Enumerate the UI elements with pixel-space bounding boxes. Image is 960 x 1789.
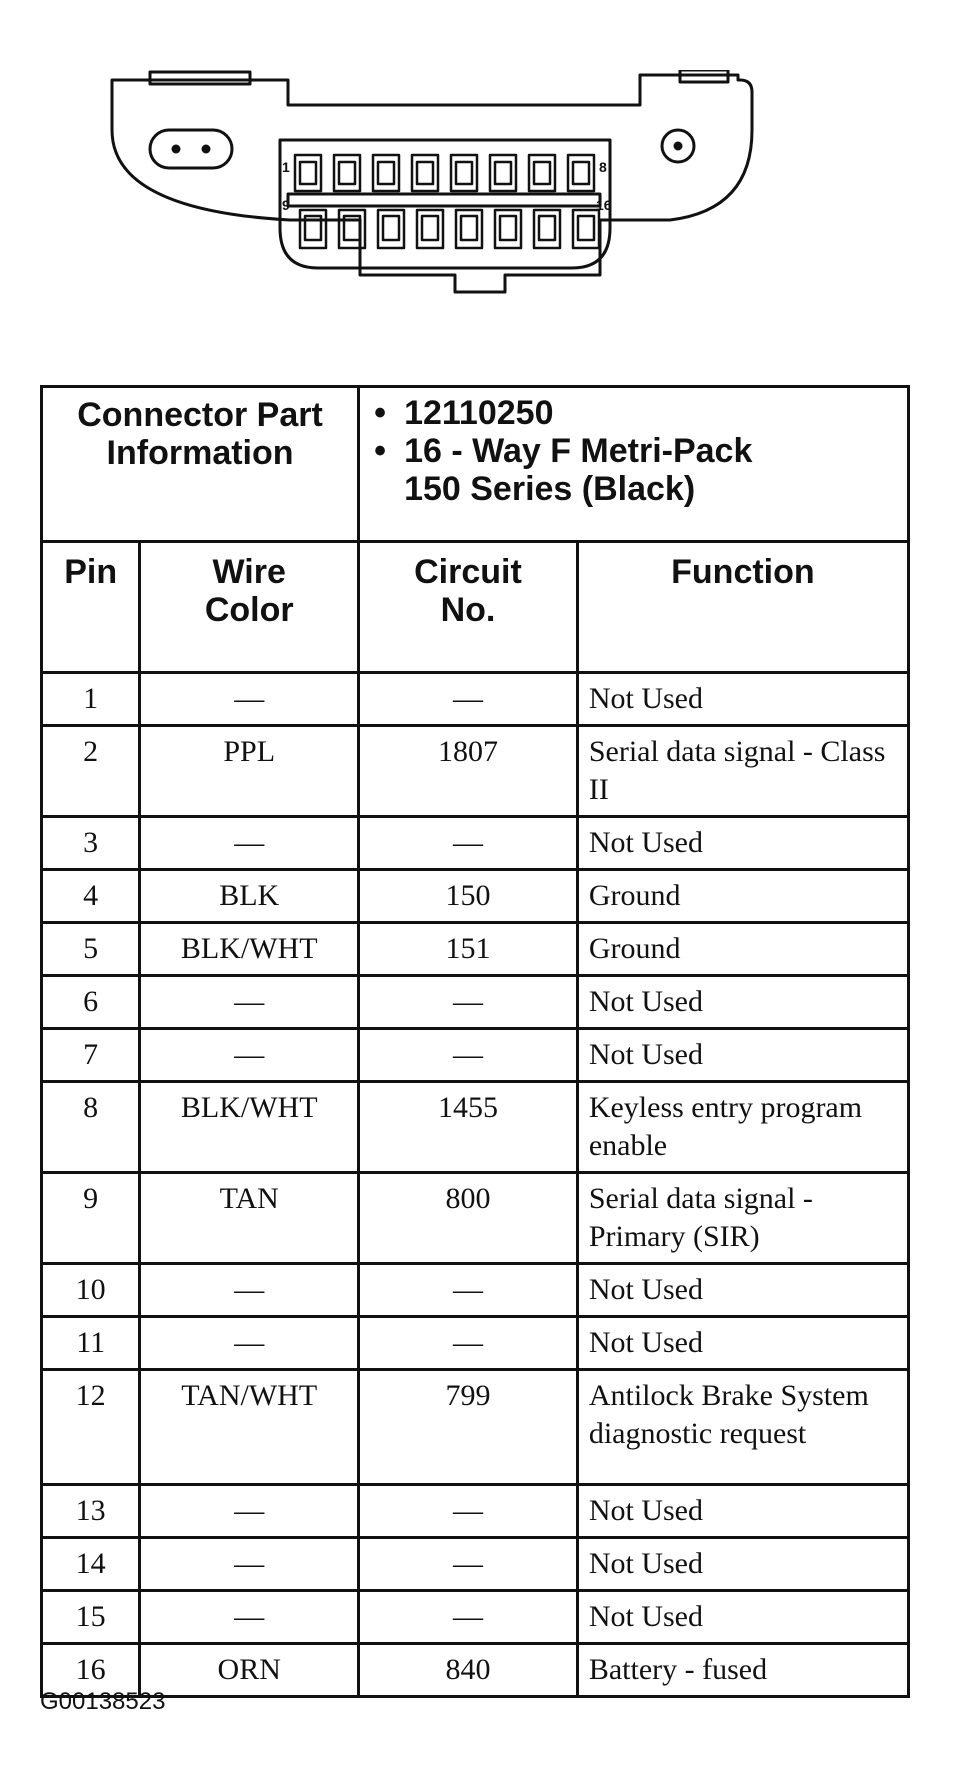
column-header-wire-label-2: Color bbox=[204, 591, 294, 629]
table-row bbox=[42, 1173, 909, 1264]
circuit-cell: 800 bbox=[359, 1173, 578, 1264]
table-row bbox=[42, 673, 909, 726]
pin-cell: 13 bbox=[42, 1485, 140, 1538]
wire-color-cell: — bbox=[140, 1538, 359, 1591]
pin-cell: 12 bbox=[42, 1370, 140, 1485]
pin-cell: 15 bbox=[42, 1591, 140, 1644]
pin-cell: 2 bbox=[42, 726, 140, 817]
pin-label-9: 9 bbox=[282, 197, 290, 213]
table-row bbox=[42, 1485, 909, 1538]
pin-cell: 14 bbox=[42, 1538, 140, 1591]
column-header-pin bbox=[42, 542, 140, 673]
wire-color-cell: — bbox=[140, 1264, 359, 1317]
obd-connector-diagram bbox=[110, 70, 850, 340]
table-row bbox=[42, 1082, 909, 1173]
table-row bbox=[42, 817, 909, 870]
bottom-terminal-row bbox=[300, 210, 599, 248]
left-top-tab bbox=[150, 72, 250, 84]
part-info-label bbox=[42, 387, 359, 542]
circuit-cell: — bbox=[359, 1538, 578, 1591]
pin-cell: 1 bbox=[42, 673, 140, 726]
function-cell: Ground bbox=[577, 923, 908, 976]
wire-color-cell: — bbox=[140, 1485, 359, 1538]
wire-color-cell: — bbox=[140, 976, 359, 1029]
circuit-cell: — bbox=[359, 1591, 578, 1644]
column-header-wire-color bbox=[140, 542, 359, 673]
part-info-label-line2: Information bbox=[106, 434, 294, 472]
pin-cell: 9 bbox=[42, 1173, 140, 1264]
function-cell: Not Used bbox=[577, 1029, 908, 1082]
wire-color-cell: — bbox=[140, 673, 359, 726]
center-key-bar bbox=[288, 194, 600, 206]
function-cell: Serial data signal - Class II bbox=[577, 726, 908, 817]
circuit-cell: — bbox=[359, 1029, 578, 1082]
wire-color-cell: — bbox=[140, 1029, 359, 1082]
pin-cell: 10 bbox=[42, 1264, 140, 1317]
column-header-function-label: Function bbox=[671, 553, 815, 591]
figure-id: G00138523 bbox=[40, 1688, 166, 1715]
wire-color-cell: ORN bbox=[140, 1644, 359, 1697]
wire-color-cell: TAN/WHT bbox=[140, 1370, 359, 1485]
circuit-cell: — bbox=[359, 1485, 578, 1538]
table-row bbox=[42, 1591, 909, 1644]
circuit-cell: 1455 bbox=[359, 1082, 578, 1173]
table-row bbox=[42, 1644, 909, 1697]
circuit-cell: 150 bbox=[359, 870, 578, 923]
pin-label-16: 16 bbox=[596, 197, 612, 213]
part-description-line1: • 16 - Way F Metri-Pack bbox=[404, 432, 907, 470]
function-cell: Not Used bbox=[577, 1485, 908, 1538]
wire-color-cell: — bbox=[140, 1317, 359, 1370]
function-cell: Ground bbox=[577, 870, 908, 923]
function-cell: Not Used bbox=[577, 673, 908, 726]
pin-label-8: 8 bbox=[599, 159, 607, 175]
wire-color-cell: PPL bbox=[140, 726, 359, 817]
table-row bbox=[42, 726, 909, 817]
function-cell: Not Used bbox=[577, 1264, 908, 1317]
circuit-cell: 1807 bbox=[359, 726, 578, 817]
pin-cell: 7 bbox=[42, 1029, 140, 1082]
circuit-cell: — bbox=[359, 976, 578, 1029]
left-mounting-slot bbox=[150, 130, 232, 168]
circuit-cell: 840 bbox=[359, 1644, 578, 1697]
part-info-label-line1: Connector Part bbox=[77, 396, 323, 434]
column-header-function bbox=[577, 542, 908, 673]
column-header-wire-label-1: Wire bbox=[212, 553, 286, 591]
part-description-line2: 150 Series (Black) bbox=[404, 470, 696, 508]
table-row bbox=[42, 1370, 909, 1485]
pin-cell: 4 bbox=[42, 870, 140, 923]
function-cell: Serial data signal - Primary (SIR) bbox=[577, 1173, 908, 1264]
function-cell: Antilock Brake System diagnostic request bbox=[577, 1370, 908, 1485]
table-row bbox=[42, 1538, 909, 1591]
column-header-row bbox=[42, 542, 909, 673]
circuit-cell: 151 bbox=[359, 923, 578, 976]
table-row bbox=[42, 1264, 909, 1317]
function-cell: Battery - fused bbox=[577, 1644, 908, 1697]
pin-cell: 8 bbox=[42, 1082, 140, 1173]
column-header-pin-label: Pin bbox=[64, 553, 118, 591]
wire-color-cell: BLK/WHT bbox=[140, 923, 359, 976]
wire-color-cell: BLK bbox=[140, 870, 359, 923]
function-cell: Not Used bbox=[577, 1538, 908, 1591]
function-cell: Not Used bbox=[577, 976, 908, 1029]
function-cell: Not Used bbox=[577, 1317, 908, 1370]
function-cell: Keyless entry program enable bbox=[577, 1082, 908, 1173]
column-header-circuit-label-1: Circuit bbox=[414, 553, 522, 591]
wire-color-cell: BLK/WHT bbox=[140, 1082, 359, 1173]
pin-cell: 6 bbox=[42, 976, 140, 1029]
table-row bbox=[42, 923, 909, 976]
wire-color-cell: TAN bbox=[140, 1173, 359, 1264]
circuit-cell: 799 bbox=[359, 1370, 578, 1485]
table-row bbox=[42, 1317, 909, 1370]
part-number: • 12110250 bbox=[404, 394, 907, 432]
pinout-table bbox=[40, 385, 910, 1698]
circuit-cell: — bbox=[359, 1317, 578, 1370]
circuit-cell: — bbox=[359, 1264, 578, 1317]
part-info-row bbox=[42, 387, 909, 542]
column-header-circuit-label-2: No. bbox=[440, 591, 496, 629]
wire-color-cell: — bbox=[140, 817, 359, 870]
column-header-circuit bbox=[359, 542, 578, 673]
pin-cell: 11 bbox=[42, 1317, 140, 1370]
table-row bbox=[42, 1029, 909, 1082]
pin-label-1: 1 bbox=[282, 159, 290, 175]
circuit-cell: — bbox=[359, 673, 578, 726]
table-row bbox=[42, 976, 909, 1029]
pin-cell: 5 bbox=[42, 923, 140, 976]
top-terminal-row bbox=[295, 155, 594, 191]
part-info-values bbox=[359, 387, 909, 542]
pin-cell: 3 bbox=[42, 817, 140, 870]
pin-cell: 16 bbox=[42, 1644, 140, 1697]
function-cell: Not Used bbox=[577, 1591, 908, 1644]
function-cell: Not Used bbox=[577, 817, 908, 870]
table-row bbox=[42, 870, 909, 923]
wire-color-cell: — bbox=[140, 1591, 359, 1644]
circuit-cell: — bbox=[359, 817, 578, 870]
